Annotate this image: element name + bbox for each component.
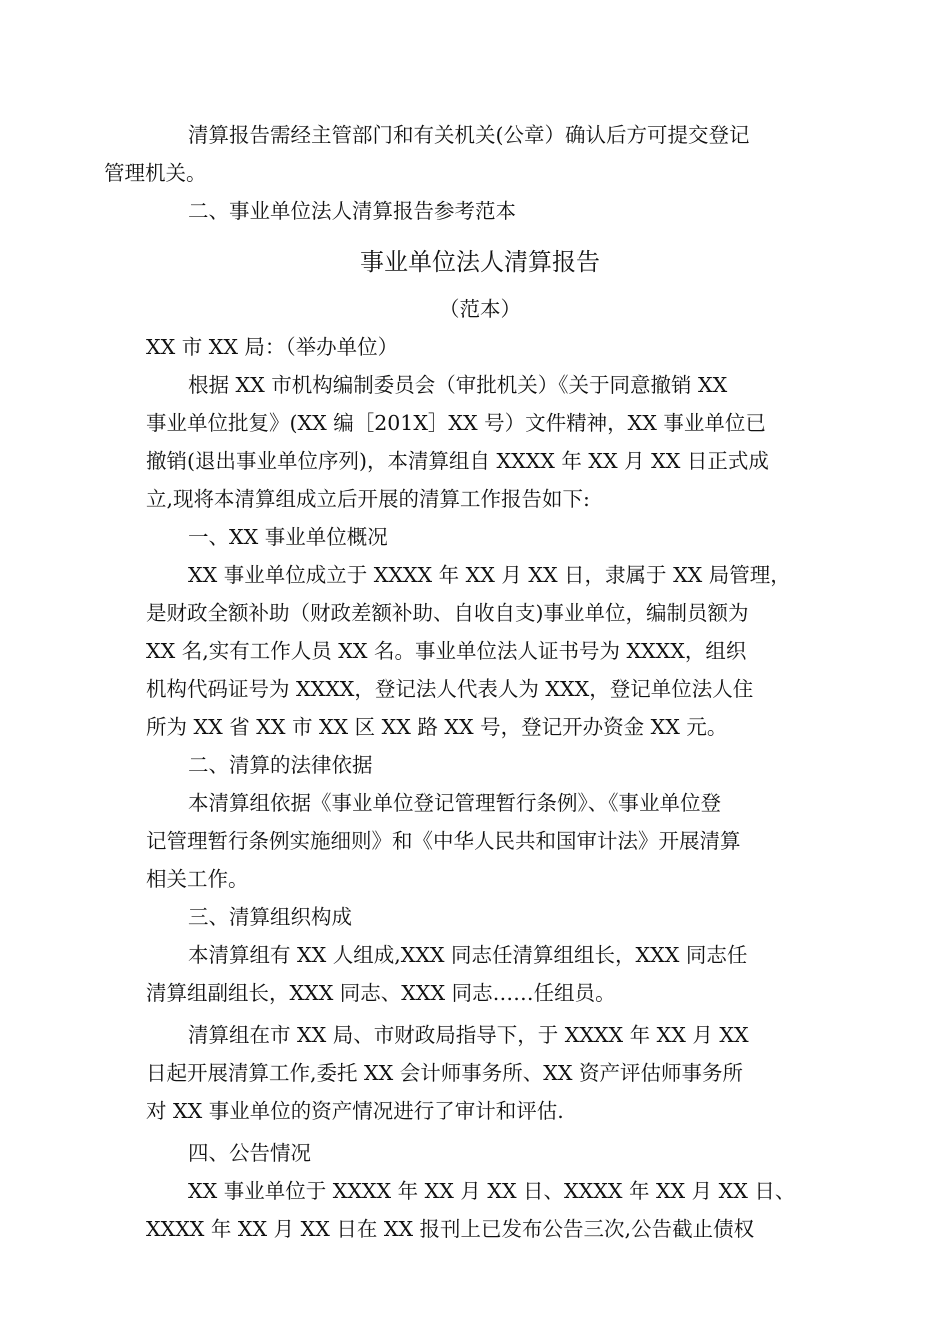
paragraph-line: 立,现将本清算组成立后开展的清算工作报告如下:: [146, 487, 590, 511]
section-3-body-1: [146, 936, 814, 1012]
intro-paragraph: [104, 116, 814, 192]
paragraph-line: 机构代码证号为 XXXX，登记法人代表人为 XXX，登记单位法人住: [146, 677, 754, 701]
paragraph-line: XX 事业单位成立于 XXXX 年 XX 月 XX 日，隶属于 XX 局管理，: [188, 563, 791, 587]
section-heading: 二、事业单位法人清算报告参考范本: [188, 199, 516, 223]
paragraph-line: 所为 XX 省 XX 市 XX 区 XX 路 XX 号，登记开办资金 XX 元。: [146, 715, 728, 739]
paragraph-line: 清算组在市 XX 局、市财政局指导下，于 XXXX 年 XX 月 XX: [188, 1023, 749, 1047]
opening-paragraph: [146, 366, 814, 518]
section-4-heading: 四、公告情况: [188, 1141, 311, 1165]
report-title: 事业单位法人清算报告: [360, 248, 600, 276]
paragraph-line: 对 XX 事业单位的资产情况进行了审计和评估.: [146, 1099, 564, 1123]
section-3-heading: 三、清算组织构成: [188, 905, 352, 929]
paragraph-line: 清算组副组长，XXX 同志、XXX 同志……任组员。: [146, 981, 616, 1005]
paragraph-line: XX 事业单位于 XXXX 年 XX 月 XX 日、XXXX 年 XX 月 XX 日、: [188, 1179, 796, 1203]
section-2-body: [146, 784, 814, 898]
intro-line: 管理机关。: [104, 161, 207, 185]
section-2-heading: 二、清算的法律依据: [188, 753, 373, 777]
paragraph-line: XX 名,实有工作人员 XX 名。事业单位法人证书号为 XXXX，组织: [146, 639, 747, 663]
paragraph-line: 本清算组有 XX 人组成,XXX 同志任清算组组长，XXX 同志任: [188, 943, 748, 967]
paragraph-line: 根据 XX 市机构编制委员会（审批机关）《关于同意撤销 XX: [188, 373, 728, 397]
report-subtitle: （范本）: [439, 297, 521, 321]
paragraph-line: 撤销(退出事业单位序列)，本清算组自 XXXX 年 XX 月 XX 日正式成: [146, 449, 769, 473]
paragraph-line: 本清算组依据《事业单位登记管理暂行条例》、《事业单位登: [188, 791, 721, 815]
document-body: [104, 116, 814, 1248]
paragraph-line: 记管理暂行条例实施细则》和《中华人民共和国审计法》开展清算: [146, 829, 741, 853]
paragraph-line: 事业单位批复》(XX 编［201X］XX 号）文件精神，XX 事业单位已: [146, 411, 766, 435]
report-addressee: XX 市 XX 局：（举办单位）: [146, 335, 399, 359]
section-3-body-2: [146, 1016, 814, 1130]
section-4-body: [146, 1172, 814, 1248]
section-1-body: [146, 556, 814, 746]
paragraph-line: XXXX 年 XX 月 XX 日在 XX 报刊上已发布公告三次,公告截止债权: [146, 1217, 755, 1241]
paragraph-line: 日起开展清算工作,委托 XX 会计师事务所、XX 资产评估师事务所: [146, 1061, 743, 1085]
intro-line: 清算报告需经主管部门和有关机关(公章）确认后方可提交登记: [188, 123, 750, 147]
paragraph-line: 相关工作。: [146, 867, 249, 891]
section-1-heading: 一、XX 事业单位概况: [188, 525, 388, 549]
paragraph-line: 是财政全额补助（财政差额补助、自收自支)事业单位，编制员额为: [146, 601, 749, 625]
